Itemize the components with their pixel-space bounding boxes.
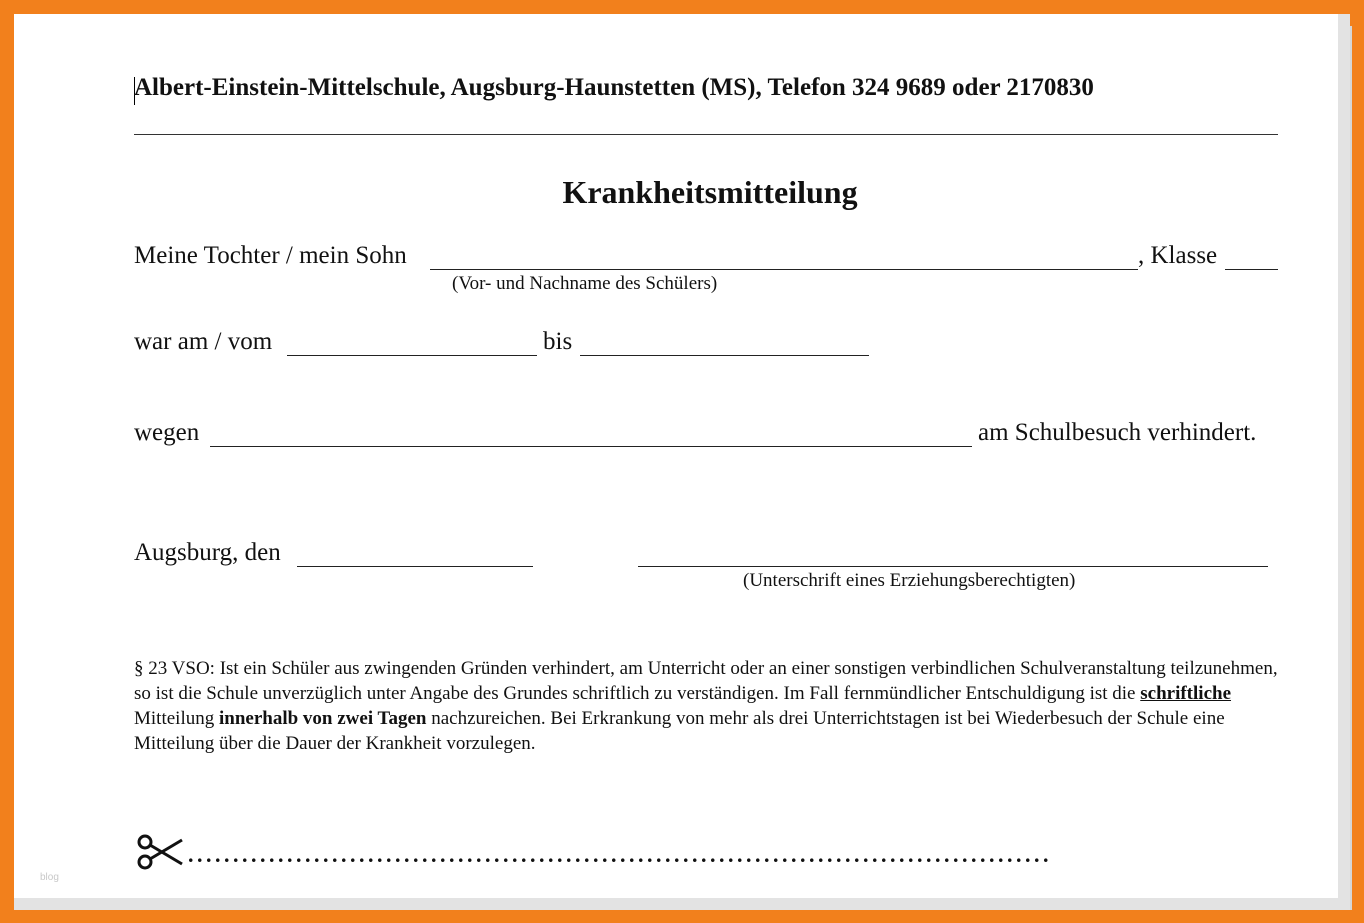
legal-text-1: § 23 VSO: Ist ein Schüler aus zwingenden Gründen verhindert, am Unterricht oder an einer sonstigen verbindlichen Schulveranstaltung teilzunehmen, so ist die Schule unverzüglich unter Angabe des Grundes schriftlich zu verständigen. Im Fall fernmündlicher Entschuldigung ist die	[134, 658, 1278, 704]
signature-hint: (Unterschrift eines Erziehungsberechtigten)	[743, 570, 1076, 591]
name-hint: (Vor- und Nachname des Schülers)	[452, 273, 718, 294]
child-label: Meine Tochter / mein Sohn	[134, 242, 407, 269]
scissors-icon	[136, 832, 184, 872]
signature-field[interactable]	[638, 566, 1268, 567]
date-from-field[interactable]	[287, 355, 537, 356]
header-divider	[134, 134, 1278, 135]
watermark: blog	[40, 872, 59, 883]
place-date-label: Augsburg, den	[134, 539, 281, 566]
place-date-field[interactable]	[297, 566, 533, 567]
legal-emphasis-deadline: innerhalb von zwei Tagen	[218, 708, 427, 729]
school-header: Albert-Einstein-Mittelschule, Augsburg-Haunstetten (MS), Telefon 324 9689 oder 2170830	[134, 74, 1094, 101]
reason-suffix: am Schulbesuch verhindert.	[978, 419, 1257, 446]
class-field[interactable]	[1225, 269, 1278, 270]
class-label: , Klasse	[1138, 242, 1218, 269]
date-to-label: bis	[543, 328, 573, 355]
legal-paragraph	[134, 656, 1284, 756]
reason-label: wegen	[134, 419, 200, 446]
form-title: Krankheitsmitteilung	[562, 174, 858, 210]
legal-text-3: nachzureichen. Bei Erkrankung von mehr als drei Unterrichtstagen ist bei Wiederbesuch der Schule eine Mitteilung über die Dauer der Krankheit vorzulegen.	[134, 708, 1225, 754]
date-from-label: war am / vom	[134, 328, 273, 355]
legal-text-2: Mitteilung	[134, 708, 219, 729]
cut-line-dots: ................................................................................................	[188, 842, 1052, 867]
reason-field[interactable]	[210, 446, 972, 447]
date-to-field[interactable]	[580, 355, 869, 356]
document-sheet	[14, 14, 1350, 910]
child-name-field[interactable]	[430, 269, 1138, 270]
legal-emphasis-written: schriftliche	[1140, 683, 1232, 704]
